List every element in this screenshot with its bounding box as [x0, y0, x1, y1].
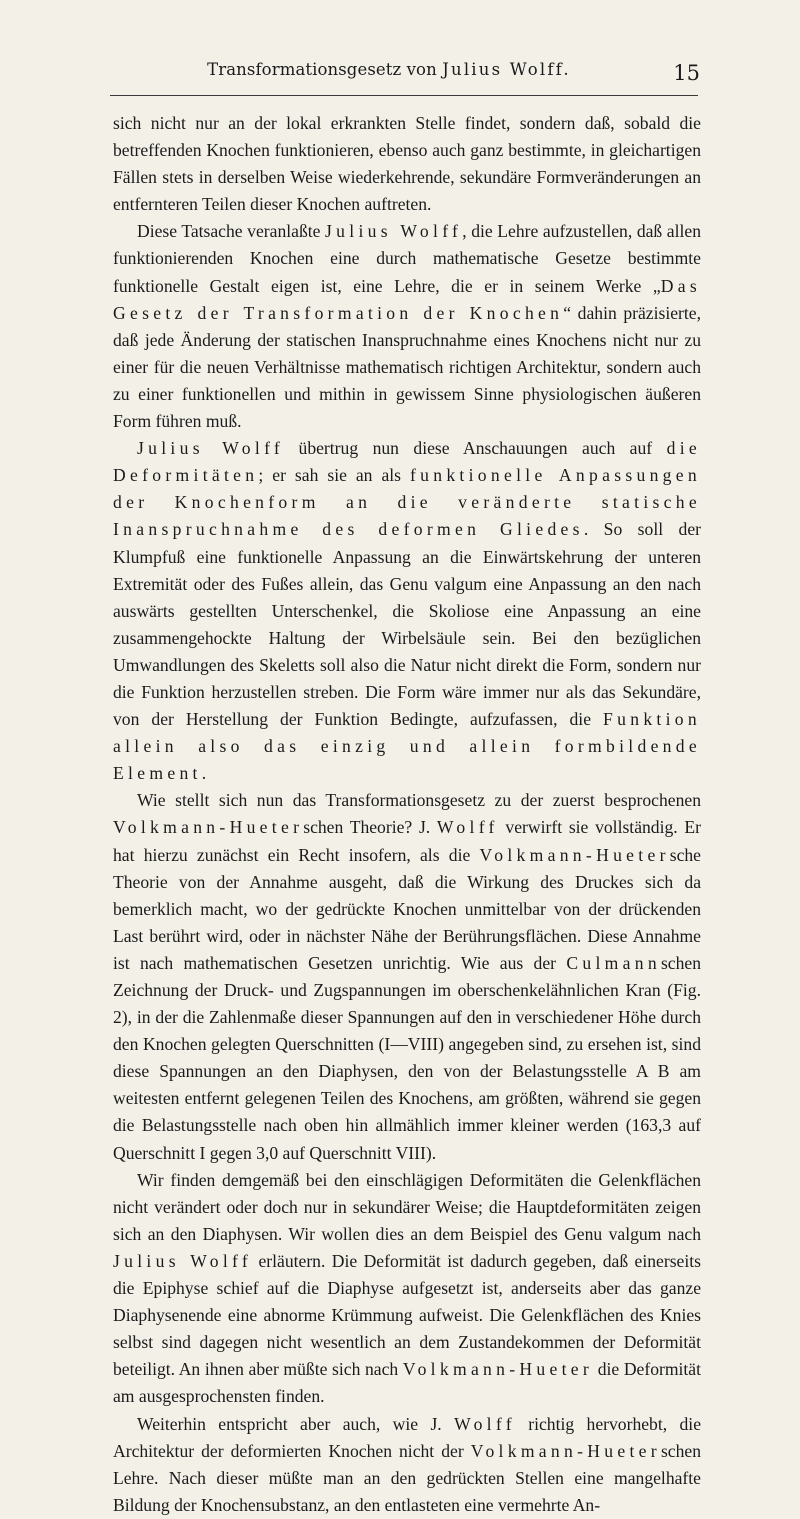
paragraph: [113, 1167, 701, 1411]
text-run: ; er sah sie an als: [258, 465, 410, 486]
spaced-emphasis: Volkmann-Hueter: [479, 844, 670, 865]
spaced-emphasis: Funktion allein also das einzig und allein formbildende Element: [113, 709, 701, 784]
page-number: 15: [673, 61, 700, 85]
text-run: schen Zeichnung der Druck- und Zugspannungen im oberschenkelähnlichen Kran (Fig. 2), in der die Zahlenmaße dieser Spannungen auf den in verschiedener Höhe durch den Knochen gelegten Querschnitten (I—VIII) angegeben sind, zu ersehen ist, sind diese Spannungen an den Diaphysen, den von der Belastungsstelle A B am weitesten entfernt gelegenen Teilen des Knochens, am größten, während sie gegen die Belastungsstelle nach oben hin allmählich immer kleiner werden (163,3 auf Querschnitt I gegen 3,0 auf Querschnitt VIII).: [113, 952, 701, 1163]
paragraph: [113, 1411, 701, 1519]
spaced-emphasis: Volkmann-Hueter: [113, 817, 304, 838]
text-run: Weiterhin entspricht aber auch, wie J.: [137, 1413, 455, 1434]
text-run: sche Theorie von der Annahme ausgeht, daß die Wirkung des Druckes sich da bemerklich macht, wo der gedrückte Knochen unmittelbar von der drückenden Last berührt wird, oder in nächster Nähe der Berührungsflächen. Diese Annahme ist nach mathematischen Gesetzen unrichtig. Wie aus der: [113, 844, 701, 973]
text-run: Wie stellt sich nun das Transformationsgesetz zu der zuerst besprochenen: [137, 790, 701, 811]
text-run: .: [201, 763, 207, 784]
text-run: Diese Tatsache veranlaßte: [137, 221, 326, 242]
spaced-emphasis: Julius Wolff: [325, 221, 463, 242]
paragraph: [113, 110, 701, 218]
header-rule: [110, 95, 698, 96]
text-run: die Deformität am ausgesprochensten finden.: [113, 1359, 702, 1407]
spaced-emphasis: Wolff: [454, 1413, 516, 1434]
text-run: schen Theorie? J.: [303, 817, 437, 838]
spaced-emphasis: Volkmann-Hueter: [470, 1440, 661, 1461]
paragraph: [113, 435, 701, 787]
spaced-emphasis: Wolff: [436, 817, 499, 838]
text-run: schen Lehre. Nach dieser müßte man an den gedrückten Stellen eine mangelhafte Bildung der Knochensubstanz, an den entlasteten eine vermehrte An-: [113, 1440, 701, 1515]
running-title-prefix: Transformationsgesetz von: [207, 60, 437, 79]
body-text: [113, 110, 701, 1519]
spaced-emphasis: Volkmann-Hueter: [402, 1359, 594, 1380]
paragraph: [113, 787, 701, 1166]
running-title-author: Julius Wolff.: [442, 60, 571, 79]
running-title: [118, 60, 660, 79]
text-run: “ dahin präzisierte, daß jede Änderung der statischen Inanspruchnahme eines Knochens nicht nur zu einer für die neuen Verhältnisse mathematisch richtigen Architektur, sondern auch zu einer funktionellen und mithin in gewissem Sinne physiologischen äußeren Form führen muß.: [113, 302, 701, 432]
text-run: sich nicht nur an der lokal erkrankten Stelle findet, sondern daß, sobald die betreffenden Knochen funktionieren, ebenso auch ganz bestimmte, in gleichartigen Fällen stets in derselben Weise wiederkehrende, sekundäre Formveränderungen an entfernteren Teilen dieser Knochen auftreten.: [113, 113, 701, 215]
spaced-emphasis: die Deformitäten: [113, 438, 701, 486]
running-head: [118, 60, 700, 90]
spaced-emphasis: funktionelle Anpassungen der Knochenform an die veränderte statische Inanspruchnahme des deformen Gliedes: [113, 465, 701, 540]
paragraph: [113, 218, 701, 435]
text-run: , die Lehre aufzustellen, daß allen funktionierenden Knochen eine durch mathematische Gesetze bestimmte funktionelle Gestalt eigen ist, eine Lehre, die er in seinem Werke „: [113, 221, 701, 296]
spaced-emphasis: Julius Wolff: [137, 438, 285, 459]
spaced-emphasis: Julius Wolff: [113, 1250, 253, 1271]
text-run: übertrug nun diese Anschauungen auch auf: [284, 438, 667, 459]
text-run: Wir finden demgemäß bei den einschlägigen Deformitäten die Gelenkflächen nicht verändert oder doch nur in sekundärer Weise; die Hauptdeformitäten zeigen sich an den Diaphysen. Wir wollen dies an dem Beispiel des Genu valgum nach: [113, 1169, 701, 1244]
text-run: . So soll der Klumpfuß eine funktionelle Anpassung an die Einwärtskehrung der unteren Extremität oder des Fußes allein, das Genu valgum eine Anpassung an den nach auswärts gestellten Unterschenkel, die Skoliose eine Anpassung an eine zusammengehockte Haltung der Wirbelsäule sein. Bei den bezüglichen Umwandlungen des Skeletts soll also die Natur nicht direkt die Form, sondern nur die Funktion herzustellen streben. Die Form wäre immer nur als das Sekundäre, von der Herstellung der Funktion Bedingte, aufzufassen, die: [113, 519, 702, 730]
text-run: erläutern. Die Deformität ist dadurch gegeben, daß einerseits die Epiphyse schief auf die Diaphyse aufgesetzt ist, anderseits aber das ganze Diaphysenende eine abnorme Krümmung aufweist. Die Gelenkflächen des Knies selbst sind dagegen nicht wesentlich an dem Zustandekommen der Deformität beteiligt. An ihnen aber müßte sich nach: [113, 1250, 701, 1380]
text-run: verwirft sie vollständig. Er hat hierzu zunächst ein Recht insofern, als die: [113, 817, 702, 865]
spaced-emphasis: Das Gesetz der Transformation der Knochen: [113, 275, 701, 323]
text-run: richtig hervorhebt, die Architektur der deformierten Knochen nicht der: [113, 1413, 701, 1461]
spaced-emphasis: Culmann: [566, 952, 661, 973]
